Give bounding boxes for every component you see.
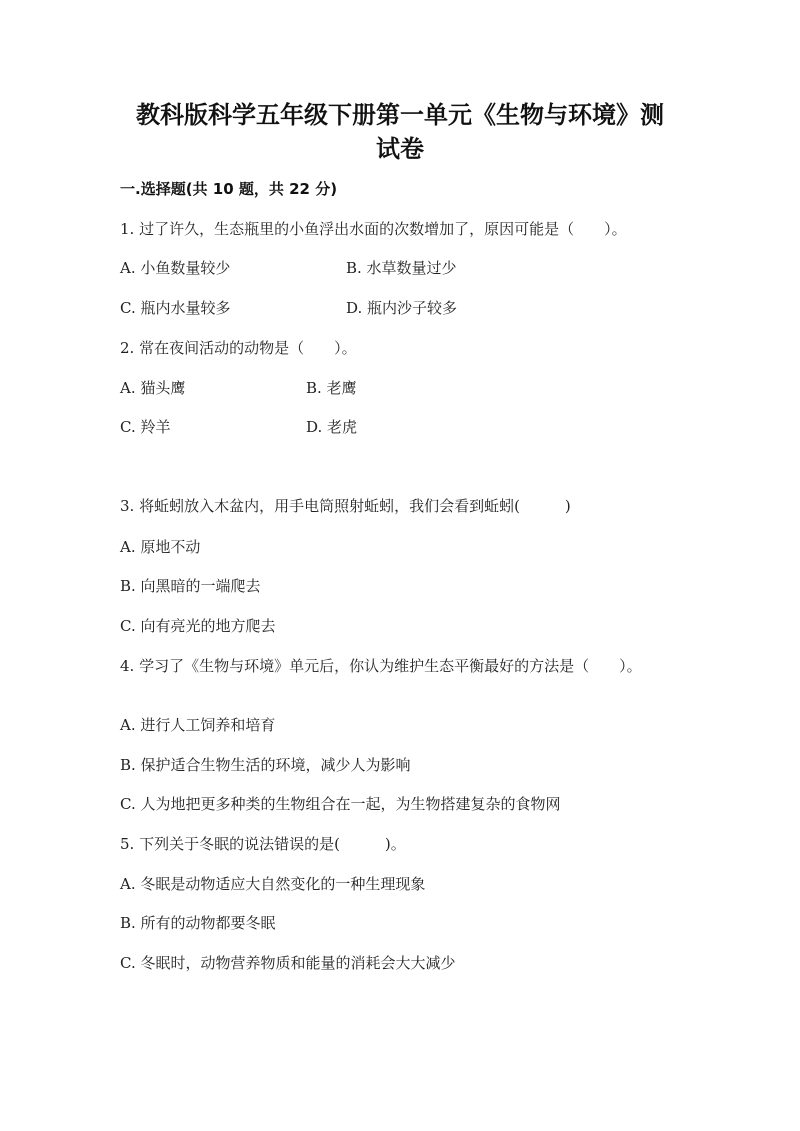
question-1-option-b: B. 水草数量过少 — [346, 259, 457, 277]
question-3-option-b: B. 向黑暗的一端爬去 — [120, 577, 261, 595]
question-4-stem: 4. 学习了《生物与环境》单元后，你认为维护生态平衡最好的方法是（ ）。 — [120, 657, 642, 675]
question-3-option-a: A. 原地不动 — [120, 538, 201, 556]
question-4-option-b: B. 保护适合生物生活的环境，减少人为影响 — [120, 756, 411, 774]
question-4-option-a: A. 进行人工饲养和培育 — [120, 716, 276, 734]
question-1-option-a: A. 小鱼数量较少 — [120, 259, 231, 277]
question-5-option-c: C. 冬眠时，动物营养物质和能量的消耗会大大减少 — [120, 954, 456, 972]
question-1-option-d: D. 瓶内沙子较多 — [346, 299, 458, 317]
question-4-option-c: C. 人为地把更多种类的生物组合在一起，为生物搭建复杂的食物网 — [120, 795, 561, 813]
question-5-stem: 5. 下列关于冬眠的说法错误的是( )。 — [120, 835, 406, 853]
question-3-option-c: C. 向有亮光的地方爬去 — [120, 617, 276, 635]
question-1-option-c: C. 瓶内水量较多 — [120, 299, 231, 317]
question-2-stem: 2. 常在夜间活动的动物是（ ）。 — [120, 339, 357, 357]
question-2-option-d: D. 老虎 — [306, 418, 358, 436]
section-heading: 一.选择题(共 10 题，共 22 分) — [120, 180, 338, 198]
question-2-option-c: C. 羚羊 — [120, 418, 171, 436]
question-1-stem: 1. 过了许久，生态瓶里的小鱼浮出水面的次数增加了，原因可能是（ ）。 — [120, 220, 627, 238]
page-title-line-2: 试卷 — [376, 135, 424, 163]
question-5-option-a: A. 冬眠是动物适应大自然变化的一种生理现象 — [120, 875, 426, 893]
question-2-option-a: A. 猫头鹰 — [120, 379, 186, 397]
question-5-option-b: B. 所有的动物都要冬眠 — [120, 914, 276, 932]
question-2-option-b: B. 老鹰 — [306, 379, 357, 397]
question-3-stem: 3. 将蚯蚓放入木盆内，用手电筒照射蚯蚓，我们会看到蚯蚓( ) — [120, 497, 571, 515]
page-title-line-1: 教科版科学五年级下册第一单元《生物与环境》测 — [136, 101, 664, 129]
